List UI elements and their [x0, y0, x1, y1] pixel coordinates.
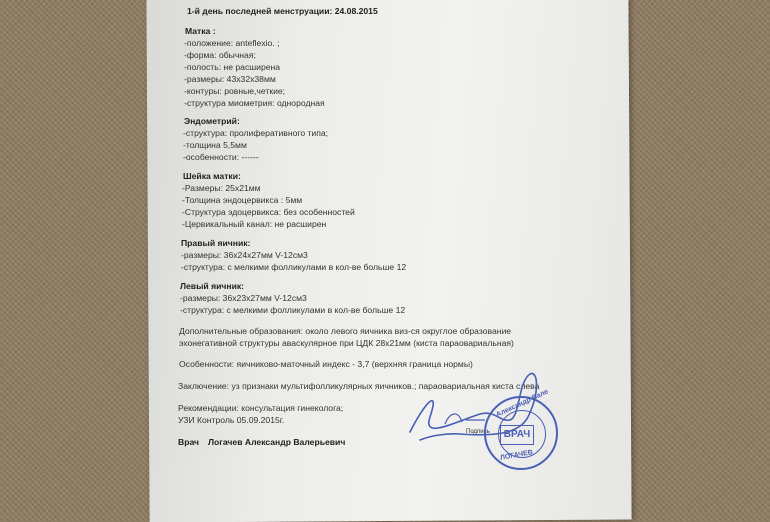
right-ovary-line: -структура: с мелкими фолликулами в кол-ве больше 12 [181, 262, 407, 272]
cervix-line: -Толщина эндоцервикса : 5мм [182, 195, 303, 205]
right-ovary-line: -размеры: 36x24x27мм V-12см3 [181, 250, 308, 260]
recommendations-line: Рекомендации: консультация гинеколога; [178, 403, 344, 413]
left-ovary-line: -структура: с мелкими фолликулами в кол-ве больше 12 [180, 305, 406, 315]
cervix-line: -Структура эдоцервикса: без особенностей [182, 207, 355, 217]
left-ovary-title: Левый яичник: [180, 281, 245, 291]
doctor-name: Логачев Александр Валерьевич [208, 437, 346, 447]
uterus-line: -положение: anteflexio. ; [184, 38, 280, 48]
uterus-line: -полость: не расширена [184, 62, 281, 72]
stamp-arc-top: Александр Вале [495, 388, 550, 419]
endometrium-line: -толщина 5,5мм [183, 140, 247, 150]
stamp-arc-bottom: ЛОГАЧЕВ [499, 449, 534, 462]
conclusion-line: Заключение: уз признаки мультифолликулярных яичников.; параовариальная киста слева [178, 381, 540, 391]
uterus-line: -контуры: ровные,четкие; [184, 86, 286, 96]
left-ovary-line: -размеры: 36x23x27мм V-12см3 [180, 293, 307, 303]
cervix-line: -Размеры: 25x21мм [182, 183, 261, 193]
recommendations-line: УЗИ Контроль 05.09.2015г. [178, 415, 285, 425]
doctor-label: Врач [178, 437, 200, 447]
features-line: Особенности: яичниково-маточный индекс - 3,7 (верхняя граница нормы) [179, 359, 473, 369]
additional-line: Дополнительные образования: около левого яичника виз-ся округлое образование [179, 326, 512, 336]
uterus-line: -структура миометрия: однородная [184, 98, 325, 108]
endometrium-line: -особенности: ------ [183, 152, 259, 162]
right-ovary-title: Правый яичник: [181, 238, 251, 248]
endometrium-title: Эндометрий: [184, 116, 240, 126]
menstruation-date: 1-й день последней менструации: 24.08.2015 [187, 6, 378, 16]
endometrium-line: -структура: пролиферативного типа; [183, 128, 329, 138]
signature-label: Подпись [466, 429, 490, 435]
cervix-line: -Цервикальный канал: не расширен [182, 219, 327, 229]
uterus-line: -размеры: 43x32x38мм [184, 74, 276, 84]
cervix-title: Шейка матки: [183, 171, 241, 181]
additional-line: эхонегативной структуры аваскулярное при ЦДК 28x21мм (киста параовариальная) [179, 338, 514, 348]
uterus-line: -форма: обычная; [184, 50, 256, 60]
uterus-title: Матка : [185, 26, 216, 36]
stamp-center-text: ВРАЧ [500, 425, 534, 445]
